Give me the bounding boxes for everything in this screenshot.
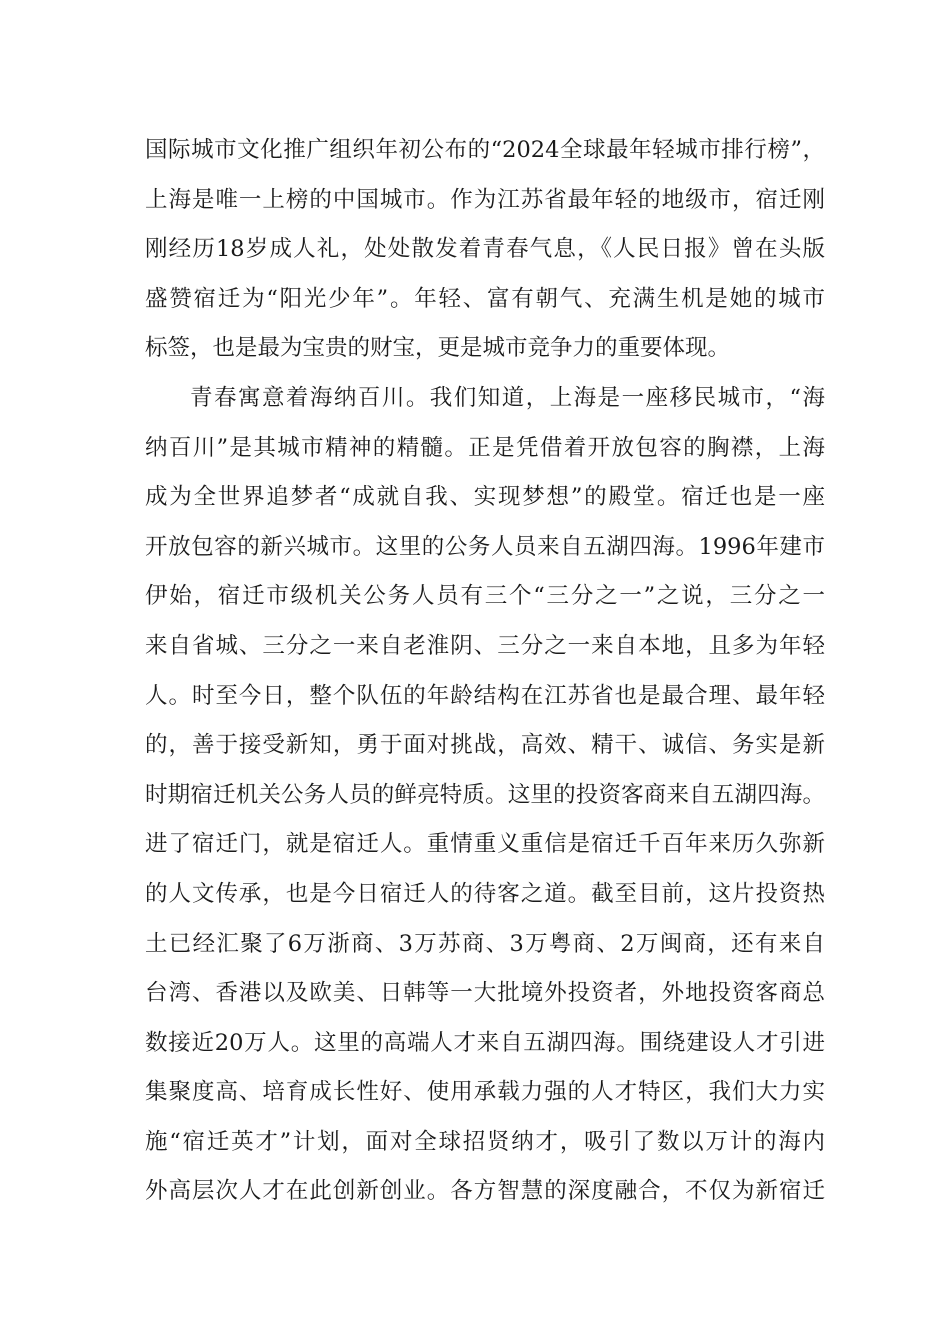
text-line: 人。时至今日，整个队伍的年龄结构在江苏省也是最合理、最年轻 bbox=[145, 682, 825, 709]
text-line: 的人文传承，也是今日宿迁人的待客之道。截至目前，这片投资热 bbox=[145, 880, 825, 907]
text-line: 施“宿迁英才”计划，面对全球招贤纳才，吸引了数以万计的海内 bbox=[145, 1128, 825, 1155]
text-line: 土已经汇聚了6万浙商、3万苏商、3万粤商、2万闽商，还有来自 bbox=[145, 930, 825, 957]
text-line: 纳百川”是其城市精神的精髓。正是凭借着开放包容的胸襟，上海 bbox=[145, 434, 825, 461]
text-line: 伊始，宿迁市级机关公务人员有三个“三分之一”之说，三分之一 bbox=[145, 583, 825, 610]
text-line: 进了宿迁门，就是宿迁人。重情重义重信是宿迁千百年来历久弥新 bbox=[145, 831, 825, 858]
text-line: 刚经历18岁成人礼，处处散发着青春气息，《人民日报》曾在头版 bbox=[145, 236, 825, 263]
text-line: 的，善于接受新知，勇于面对挑战，高效、精干、诚信、务实是新 bbox=[145, 732, 825, 759]
body-text bbox=[145, 126, 825, 1217]
paragraph-first-line: 青春寓意着海纳百川。我们知道，上海是一座移民城市，“海 bbox=[190, 384, 825, 411]
text-line: 来自省城、三分之一来自老淮阴、三分之一来自本地，且多为年轻 bbox=[145, 632, 825, 659]
text-line: 标签，也是最为宝贵的财宝，更是城市竞争力的重要体现。 bbox=[145, 335, 731, 362]
text-line: 成为全世界追梦者“成就自我、实现梦想”的殿堂。宿迁也是一座 bbox=[145, 484, 825, 511]
text-line: 时期宿迁机关公务人员的鲜亮特质。这里的投资客商来自五湖四海。 bbox=[145, 781, 825, 808]
text-line: 国际城市文化推广组织年初公布的“2024全球最年轻城市排行榜”， bbox=[145, 137, 825, 163]
text-line: 数接近20万人。这里的高端人才来自五湖四海。围绕建设人才引进 bbox=[145, 1029, 825, 1056]
text-line: 外高层次人才在此创新创业。各方智慧的深度融合，不仅为新宿迁 bbox=[145, 1178, 825, 1205]
text-line: 集聚度高、培育成长性好、使用承载力强的人才特区，我们大力实 bbox=[145, 1079, 825, 1106]
text-line: 台湾、香港以及欧美、日韩等一大批境外投资者，外地投资客商总 bbox=[145, 980, 825, 1007]
text-line: 上海是唯一上榜的中国城市。作为江苏省最年轻的地级市，宿迁刚 bbox=[145, 186, 825, 213]
text-line: 开放包容的新兴城市。这里的公务人员来自五湖四海。1996年建市 bbox=[145, 533, 825, 560]
text-line: 盛赞宿迁为“阳光少年”。年轻、富有朝气、充满生机是她的城市 bbox=[145, 285, 825, 312]
